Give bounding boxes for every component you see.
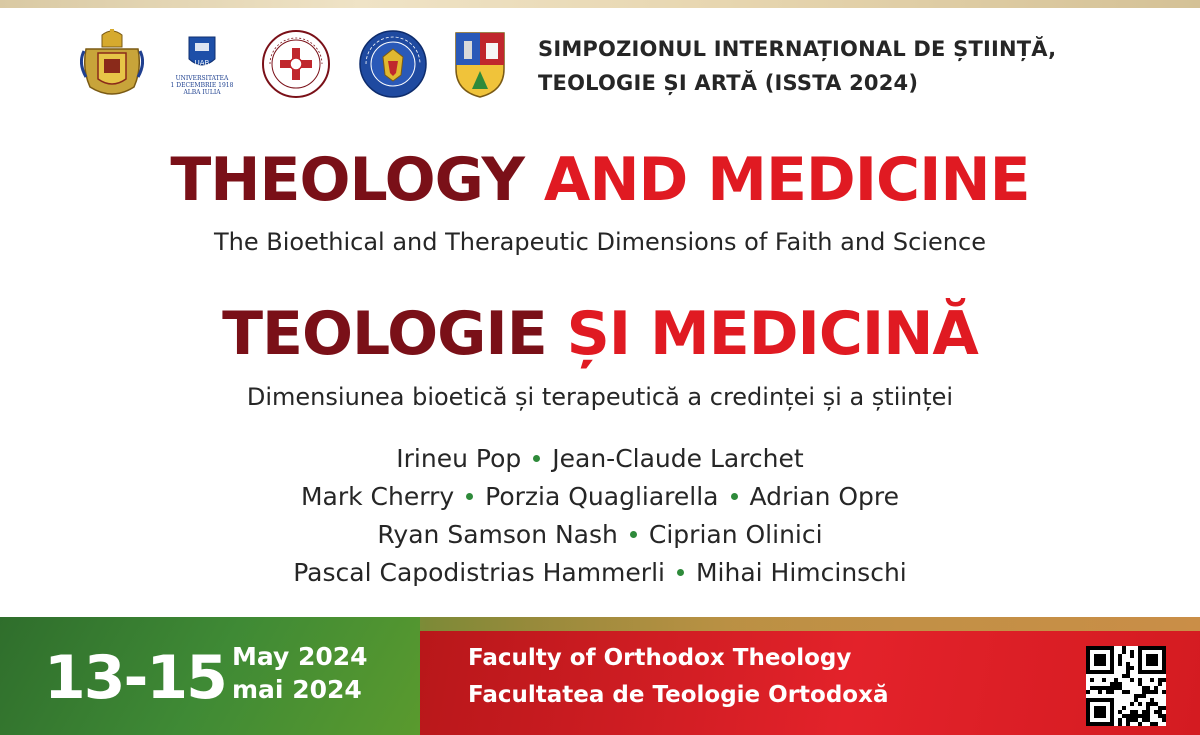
title-en-part1: THEOLOGY xyxy=(170,145,524,215)
speaker-name: Ciprian Olinici xyxy=(648,520,823,549)
main-title-romanian xyxy=(0,288,1200,380)
speakers-list xyxy=(0,440,1200,592)
separator-dot xyxy=(677,569,684,576)
speaker-name: Ryan Samson Nash xyxy=(377,520,618,549)
speaker-name: Irineu Pop xyxy=(396,444,522,473)
speakers-row xyxy=(0,516,1200,554)
speakers-row xyxy=(0,554,1200,592)
speaker-name: Pascal Capodistrias Hammerli xyxy=(293,558,665,587)
event-months xyxy=(232,640,368,706)
qr-code-icon[interactable] xyxy=(1086,646,1166,726)
speaker-name: Porzia Quagliarella xyxy=(485,482,719,511)
faculty-seal-icon xyxy=(260,28,332,100)
venue xyxy=(468,640,888,714)
symposium-line-2: TEOLOGIE ȘI ARTĂ (ISSTA 2024) xyxy=(538,71,919,95)
county-coat-of-arms-icon xyxy=(454,29,506,99)
separator-dot xyxy=(630,531,637,538)
event-dates: 13-15 xyxy=(44,643,226,713)
title-ro-part2: ȘI MEDICINĂ xyxy=(566,299,978,369)
speaker-name: Jean-Claude Larchet xyxy=(552,444,804,473)
speakers-row xyxy=(0,440,1200,478)
month-english: May 2024 xyxy=(232,642,368,671)
main-title-english xyxy=(0,134,1200,226)
month-romanian: mai 2024 xyxy=(232,675,362,704)
separator-dot xyxy=(533,455,540,462)
speaker-name: Adrian Opre xyxy=(749,482,900,511)
subtitle-english: The Bioethical and Therapeutic Dimensions of Faith and Science xyxy=(214,228,986,256)
speaker-name: Mark Cherry xyxy=(300,482,455,511)
faculty-romanian: Facultatea de Teologie Ortodoxă xyxy=(468,682,889,708)
footer-texture-strip xyxy=(420,617,1200,631)
title-en-part2: AND MEDICINE xyxy=(543,145,1030,215)
separator-dot xyxy=(466,493,473,500)
title-ro-part1: TEOLOGIE xyxy=(222,299,547,369)
subtitle-romanian: Dimensiunea bioetică și terapeutică a credinței și a științei xyxy=(246,383,954,411)
uab-caption: UNIVERSITATEA 1 DECEMBRIE 1918 ALBA IULIA xyxy=(170,74,234,96)
archdiocese-coat-of-arms-icon xyxy=(80,29,144,99)
partner-logos xyxy=(80,24,506,104)
speaker-name: Mihai Himcinschi xyxy=(695,558,907,587)
faculty-english: Faculty of Orthodox Theology xyxy=(468,645,852,671)
government-of-romania-seal-icon xyxy=(358,29,428,99)
symposium-line-1: SIMPOZIONUL INTERNAȚIONAL DE ȘTIINȚĂ, xyxy=(538,37,1057,61)
top-decorative-strip xyxy=(0,0,1200,8)
speakers-row xyxy=(0,478,1200,516)
university-uab-logo-icon xyxy=(170,33,234,96)
uab-short-label: UAB xyxy=(194,58,210,67)
symposium-title xyxy=(538,32,1178,100)
separator-dot xyxy=(731,493,738,500)
